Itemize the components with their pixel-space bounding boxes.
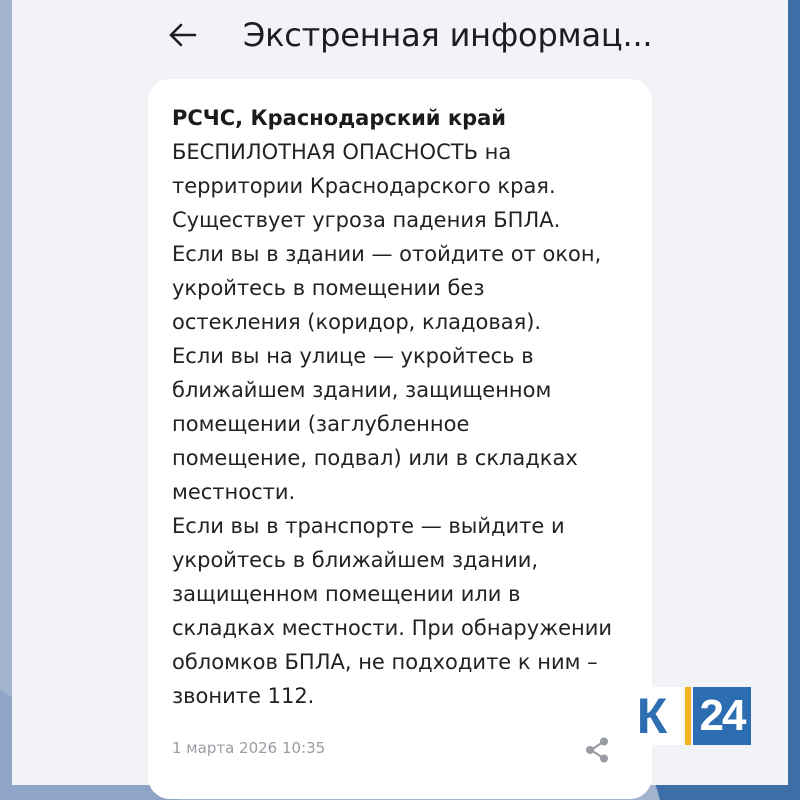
page-title: Экстренная информац... <box>243 16 653 54</box>
k24-logo <box>621 687 751 745</box>
app-bar <box>12 0 788 76</box>
message-line: складках местности. При обнаружении <box>172 616 613 640</box>
phone-screen <box>12 0 788 785</box>
logo-divider <box>685 687 691 745</box>
message-line: укройтесь в помещении без <box>172 276 485 300</box>
message-line: территории Краснодарского края. <box>172 174 556 198</box>
logo-letter: К <box>621 687 683 745</box>
message-line: Если вы в транспорте — выйдите и <box>172 514 565 538</box>
message-line: остекления (коридор, кладовая). <box>172 310 542 334</box>
message-line: местности. <box>172 480 296 504</box>
message-card <box>148 79 652 799</box>
message-timestamp: 1 марта 2026 10:35 <box>172 739 326 757</box>
message-body <box>172 101 642 713</box>
message-sender: РСЧС, Краснодарский край <box>172 106 507 130</box>
message-line: защищенном помещении или в <box>172 582 521 606</box>
message-line: БЕСПИЛОТНАЯ ОПАСНОСТЬ на <box>172 140 512 164</box>
arrow-left-icon[interactable] <box>168 20 198 50</box>
message-line: звоните 112. <box>172 684 315 708</box>
message-line: Если вы в здании — отойдите от окон, <box>172 242 602 266</box>
share-icon[interactable] <box>582 735 612 765</box>
message-line: Если вы на улице — укройтесь в <box>172 344 534 368</box>
logo-number: 24 <box>693 687 751 745</box>
message-line: укройтесь в ближайшем здании, <box>172 548 539 572</box>
message-line: ближайшем здании, защищенном <box>172 378 552 402</box>
message-line: обломков БПЛА, не подходите к ним – <box>172 650 598 674</box>
message-line: помещении (заглубленное <box>172 412 470 436</box>
message-line: помещение, подвал) или в складках <box>172 446 578 470</box>
message-line: Существует угроза падения БПЛА. <box>172 208 561 232</box>
